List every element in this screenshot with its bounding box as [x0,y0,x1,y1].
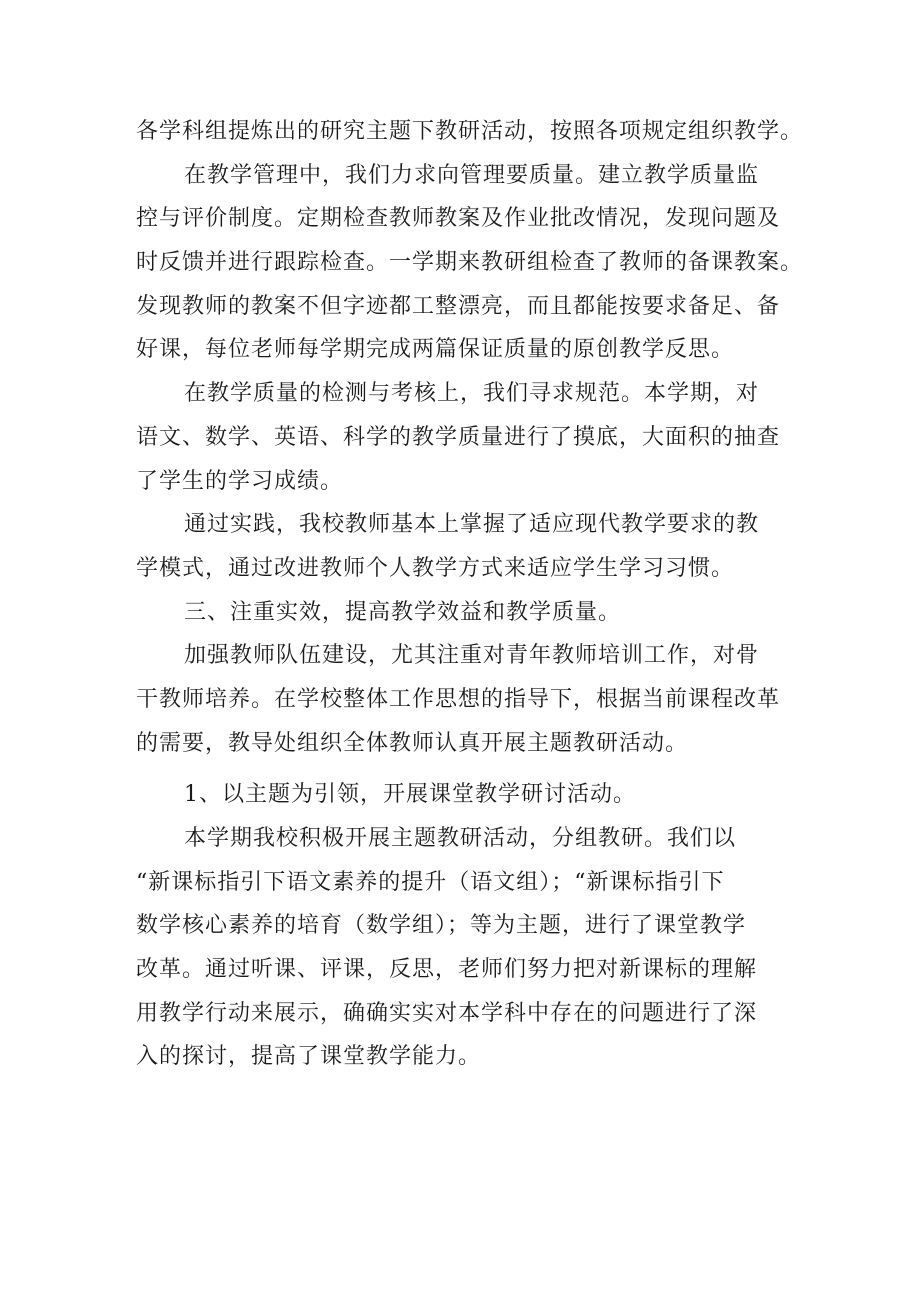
text-line: “新课标指引下语文素养的提升（语文组）；“新课标指引下 [136,869,725,895]
paragraph-teaching-management-start: 在教学管理中，我们力求向管理要质量。建立教学质量监 [184,162,760,188]
text-line: 控与评价制度。定期检查教师教案及作业批改情况，发现问题及 [136,206,781,232]
text-line: 干教师培养。在学校整体工作思想的指导下，根据当前课程改革 [136,686,781,712]
document-body [136,110,804,1079]
text-line: 好课，每位老师每学期完成两篇保证质量的原创教学反思。 [136,337,735,363]
text-line: 改革。通过听课、评课，反思，老师们努力把对新课标的理解 [136,957,758,983]
paragraph-theme-research-start: 本学期我校积极开展主题教研活动，分组教研。我们以 [184,826,737,851]
text-line: 了学生的学习成绩。 [136,468,344,494]
paragraph-teacher-team-start: 加强教师队伍建设，尤其注重对青年教师培训工作，对骨 [184,643,760,669]
text-line: 的需要，教导处组织全体教师认真开展主题教研活动。 [136,730,689,756]
text-line: 语文、数学、英语、科学的教学质量进行了摸底，大面积的抽查 [136,424,781,450]
paragraph-practice-start: 通过实践，我校教师基本上掌握了适应现代教学要求的教 [184,512,760,538]
text-line: 数学核心素养的培育（数学组）；等为主题，进行了课堂教学 [136,913,747,939]
text-line-continuation: 各学科组提炼出的研究主题下教研活动，按照各项规定组织教学。 [136,119,804,144]
text-line: 入的探讨，提高了课堂教学能力。 [136,1044,482,1070]
text-line: 学模式，通过改进教师个人教学方式来适应学生学习习惯。 [136,555,735,581]
text-line: 发现教师的教案不但字迹都工整漂亮，而且都能按要求备足、备 [136,293,781,319]
text-line: 时反馈并进行跟踪检查。一学期来教研组检查了教师的备课教案。 [136,250,804,276]
paragraph-quality-assessment-start: 在教学质量的检测与考核上，我们寻求规范。本学期，对 [184,381,760,407]
subsection-heading-1: 1、以主题为引领，开展课堂教学研讨活动。 [184,782,636,808]
section-heading-3: 三、注重实效，提高教学效益和教学质量。 [184,599,622,625]
text-line: 用教学行动来展示，确确实实对本学科中存在的问题进行了深 [136,1000,758,1026]
